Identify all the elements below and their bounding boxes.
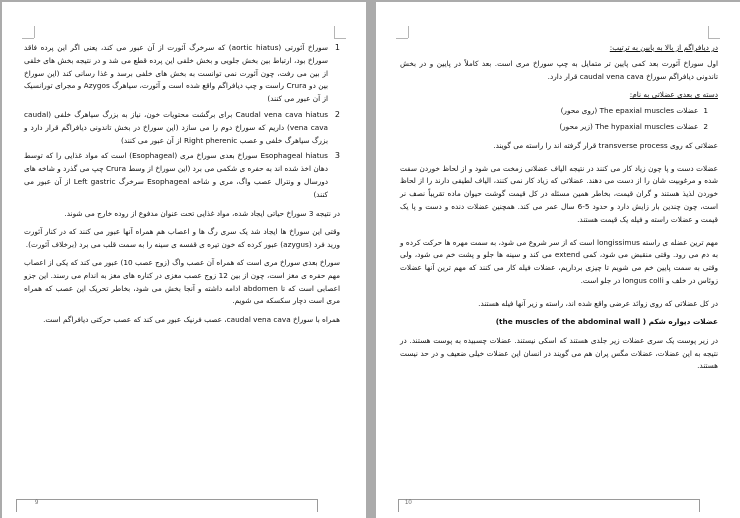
list-number: 2 <box>703 121 708 131</box>
section-heading: در دیافراگم از بالا به پایین به ترتیب: <box>609 43 718 52</box>
list-text: عضلات The epaxial muscles (روی محور) <box>560 106 699 116</box>
list-item <box>400 105 708 118</box>
list-text: Esophageal hiatus سوراخ بعدی سوراخ مری (Esophageal) است که مواد غذایی را که توسط دهان اخذ شده اند به حفره ی شکمی می برد (این سوراخ از وسط Crura چپ می گذرد و شاخه های دورسال و ونترال عصب واگ، مری و شاخه Esophageal سرخرگ Left gastric از آن عبور می کنند) <box>24 151 329 199</box>
list-text: عضلات The hypaxial muscles (زیر محور) <box>559 121 699 131</box>
margin-corner-mark <box>708 26 720 38</box>
paragraph: در نتیجه 3 سوراخ حیاتی ایجاد شده، مواد غذایی تحت عنوان مدفوع از روده خارج می شوند. <box>64 208 340 218</box>
paragraph: عضلات دست و پا چون زیاد کار می کنند در نتیجه الیاف عضلانی زمخت می شود و از لحاظ خوردن سفت شده و مرغوبیت شان را از دست می دهند. عضلاتی که زیاد کار نمی کنند، الیاف لطیفی دارند را از لحاظ خوردن لذیذ هستند و گران قیمت، بخاطر همین مسئله در کل قیمت گوشت حیوان ماده تقریباً نصف نر است، چون چندین بار زایش دارد و حدود 5-6 سال عمر می کند. همچنین عضلات دنده و دست و پا یک قیمت و عضلات راسته و فیله یک قیمت هستند. <box>400 163 718 224</box>
section-heading: دسته ی بعدی عضلاتی به نام: <box>629 90 718 100</box>
list-item <box>24 42 340 106</box>
paragraph: اول سوراخ آئورت بعد کمی پایین تر متمایل به چپ سوراخ مری است. بعد کاملاً در پایین و در بخش تاندونی دیافراگم سوراخ caudal vena cava قرار دارد. <box>400 58 718 81</box>
list-number: 3 <box>334 151 340 161</box>
paragraph: مهم ترین عضله ی راسته longissimus است که از سر شروع می شود، به سمت مهره ها حرکت کرده و به دم می رود. وقتی منقبض می شود، کمی extend می کند و سینه ها جلو و پشت خم می شود، ولی وقتی به سمت پایین خم می شویم تا چیزی برداریم، عضلات فیله کار می کنند که مهم ترین آنها عضلات زوئاس در خلف و longus colli در جلو است. <box>400 237 718 285</box>
list-item <box>24 109 340 147</box>
list-text: Caudal vena cava hiatus برای برگشت محتویات خون، نیاز به بزرگ سیاهرگ خلفی (caudal vena cava) داریم که سوراخ دوم را می سازد (این سوراخ در بخش تاندونی دیافراگم قرار دارد و بزرگ سیاهرگ خلفی و عصب Right pherenic از آن عبور می کنند) <box>24 109 329 145</box>
list-item <box>24 150 340 201</box>
margin-corner-mark <box>334 26 346 38</box>
page-number: 10 <box>405 500 412 506</box>
list-text: سوراخ آئورتی (aortic hiatus) که سرخرگ آئورت از آن عبور می کند، یعنی اگر این پرده فاقد سوراخ بود، ارتباط بین بخش جلویی و بخش خلفی این پرده قطع می شد و در نتیجه بخش های خلفی از بین می رفت، چون آئورت نمی توانست به بخش های خلفی برسد و غذا رسانی کند (این سوراخ بین دو Crura راست و چپ دیافراگم واقع شده است و آئورت، سیاهرگ Azygos و مجرای تورانسیک از آن عبور می کنند) <box>24 43 328 104</box>
paragraph: در زیر پوست یک سری عضلات زیر جلدی هستند که اسکی نیستند. عضلات چسبیده به پوست هستند. در نتیجه به این عضلات، عضلات مگس پران هم می گویند در انسان این عضلات خیلی ضعیف و در حد نیست هستند. <box>400 335 718 371</box>
page-footer <box>16 499 318 512</box>
paragraph: عضلاتی که روی transverse process قرار گرفته اند را راسته می گویند. <box>493 140 718 150</box>
left-page-content <box>24 42 340 332</box>
paragraph: وقتی این سوراخ ها ایجاد شد یک سری رگ ها و اعصاب هم همراه آنها عبور می کنند که در کنار آئورت ورید فرد (azygus) عبور کرده که خون تیره ی قفسه ی سینه را به سمت قلب می برد (برخلاف آئورت). <box>24 226 340 249</box>
section-heading: عضلات دیواره شکم ( the muscles of the abdominal wall) <box>495 317 718 327</box>
right-page <box>376 2 740 518</box>
list-number: 2 <box>334 109 340 119</box>
right-page-content <box>400 42 718 379</box>
page-footer <box>398 499 700 512</box>
list-number: 1 <box>334 43 340 52</box>
list-number: 1 <box>703 106 708 116</box>
margin-corner-mark <box>22 26 34 38</box>
paragraph: در کل عضلاتی که روی زوائد عرضی واقع شده اند، راسته و زیر آنها فیله هستند. <box>478 298 718 308</box>
margin-corner-mark <box>396 26 408 38</box>
page-number: 9 <box>35 500 39 506</box>
paragraph: همراه با سوراخ caudal vena cava، عصب فرنیک عبور می کند که عصب حرکتی دیافراگم است. <box>43 314 340 324</box>
left-page <box>2 2 366 518</box>
paragraph: سوراخ بعدی سوراخ مری است که همراه آن عصب واگ (زوج عصب 10) عبور می کند که یکی از اعصاب مهم حفره ی مغز است، چون از بین 12 زوج عصب مغزی در کناره های مغز به اندام می رسند. این جزو اعصابی است که تا abdomen ادامه داشته و آنجا بخش می شود، بخاطر تحریک این عصب که همراه مری است دچار سکسکه می شویم. <box>24 257 340 306</box>
list-item <box>400 121 708 134</box>
